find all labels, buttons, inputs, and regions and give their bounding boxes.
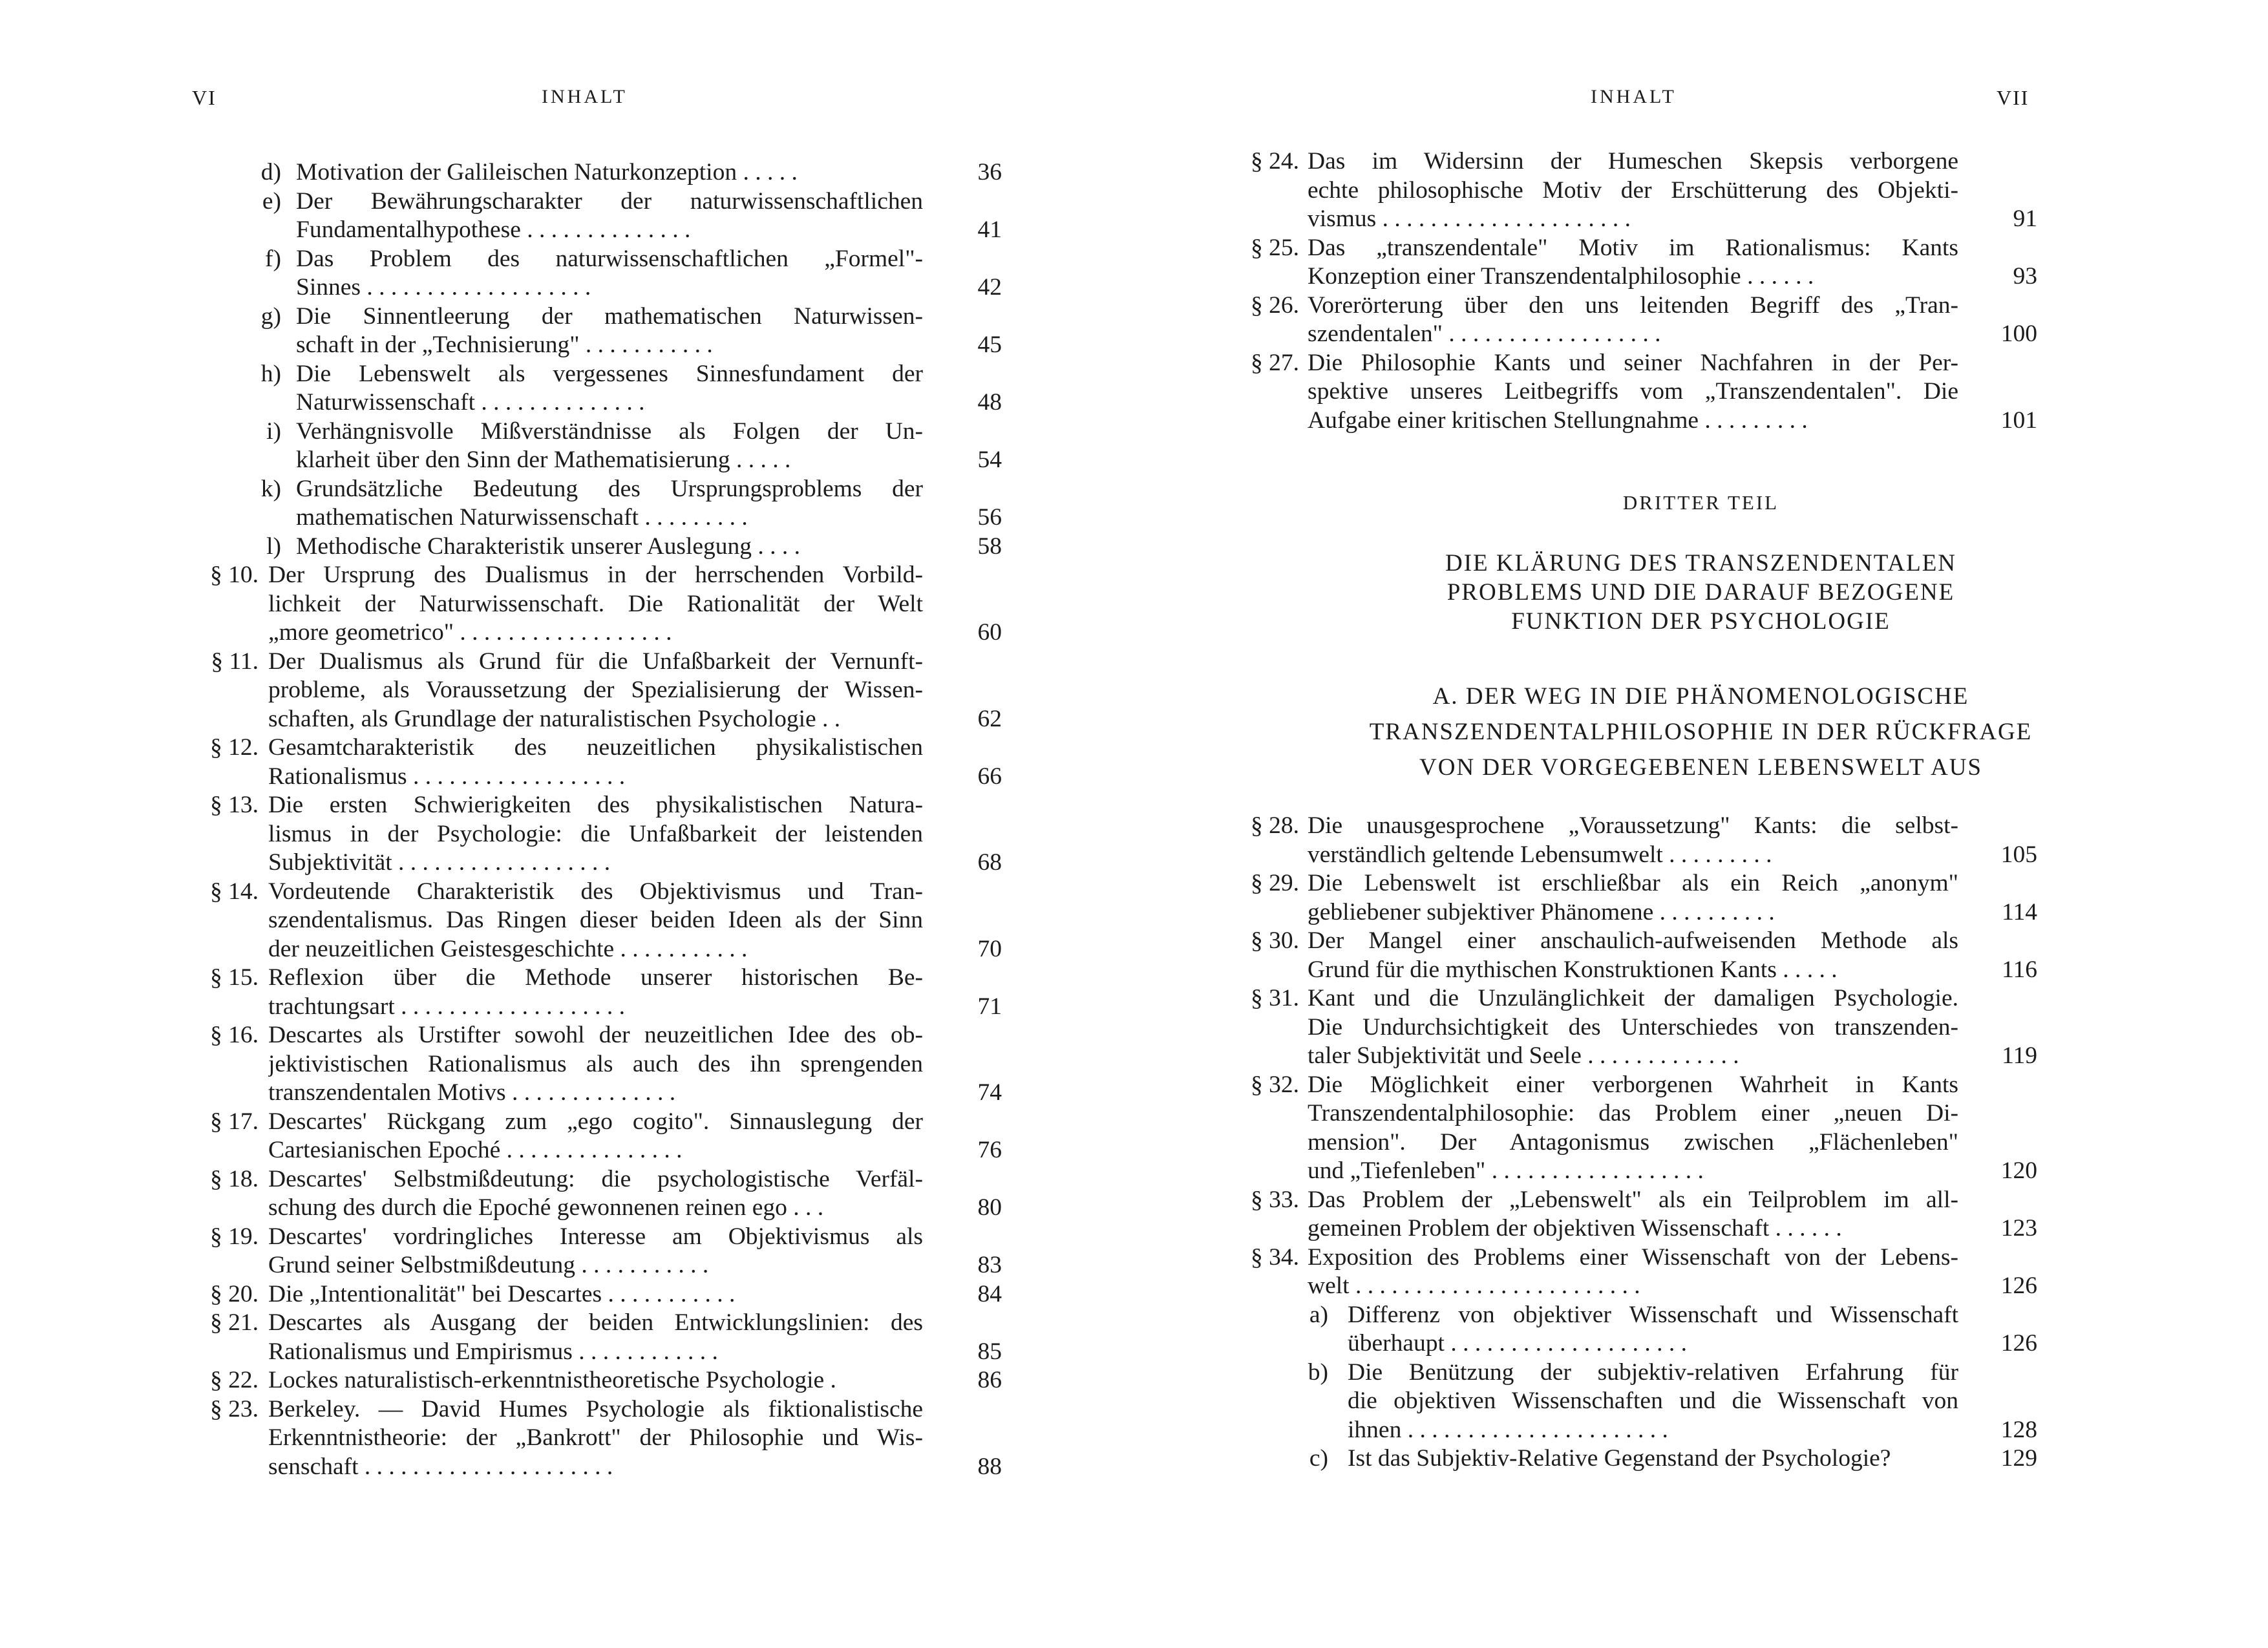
toc-entry-text-line: und „Tiefenleben" . . . . . . . . . . . . . . . . . . — [1308, 1157, 1704, 1184]
toc-entry-text-line: „more geometrico" . . . . . . . . . . . . . . . . . . — [268, 619, 672, 646]
toc-entry-label: § 13. — [210, 792, 259, 818]
toc-entry-text-line: Erkenntnistheorie: der „Bankrott" der Philosophie und Wis- — [268, 1424, 923, 1451]
toc-entry-text-line: Ist das Subjektiv-Relative Gegenstand der Psychologie? — [1348, 1445, 1891, 1472]
toc-entry-text-line: lismus in der Psychologie: die Unfaßbarkeit der leistenden — [268, 820, 923, 847]
toc-page-number: 68 — [977, 849, 1002, 876]
toc-entry-label: l) — [266, 533, 281, 560]
toc-entry-text-line: Descartes' vordringliches Interesse am Objektivismus als — [268, 1223, 923, 1250]
toc-entry-text-line: szendentalen" . . . . . . . . . . . . . . . . . . — [1308, 321, 1661, 347]
toc-entry-text-line: Die ersten Schwierigkeiten des physikalistischen Natura- — [268, 792, 923, 818]
toc-page-number: 123 — [2000, 1215, 2037, 1241]
toc-page-number: 120 — [2000, 1157, 2037, 1184]
folio: VI — [192, 86, 217, 109]
toc-entry-text-line: Motivation der Galileischen Naturkonzeption . . . . . — [296, 159, 798, 185]
toc-entry-text-line: ihnen . . . . . . . . . . . . . . . . . . . . . . — [1348, 1416, 1668, 1443]
toc-page-number: 41 — [977, 217, 1002, 243]
toc-entry-label: § 22. — [210, 1367, 259, 1393]
toc-entry-text-line: transzendentalen Motivs . . . . . . . . . . . . . . — [268, 1079, 676, 1106]
toc-entry-text-line: Die unausgesprochene „Voraussetzung" Kants: die selbst- — [1308, 812, 1958, 839]
toc-entry-text-line: Die Philosophie Kants und seiner Nachfahren in der Per- — [1308, 349, 1958, 376]
toc-entry-text-line: Rationalismus und Empirismus . . . . . . . . . . . . — [268, 1338, 718, 1365]
toc-entry-label: § 34. — [1251, 1243, 1299, 1271]
toc-entry-text-line: Berkeley. — David Humes Psychologie als fiktionalistische — [268, 1395, 923, 1422]
toc-entry-text-line: Die Sinnentleerung der mathematischen Naturwissen- — [296, 302, 923, 330]
toc-page-number: 114 — [2002, 898, 2037, 925]
toc-page-number: 128 — [2000, 1416, 2037, 1443]
toc-entry-text-line: schaften, als Grundlage der naturalistischen Psychologie . . — [268, 705, 841, 732]
toc-entry-text-line: lichkeit der Naturwissenschaft. Die Rationalität der Welt — [268, 590, 923, 617]
title-line: PROBLEMS UND DIE DARAUF BEZOGENE — [1447, 579, 1955, 606]
toc-entry-text-line: Reflexion über die Methode unserer historischen Be- — [268, 964, 923, 991]
toc-page-number: 91 — [2013, 206, 2037, 232]
toc-entry-text-line: die objektiven Wissenschaften und die Wissenschaft von — [1348, 1388, 1958, 1414]
toc-entry-label: § 31. — [1251, 985, 1299, 1011]
toc-entry-text-line: Verhängnisvolle Mißverständnisse als Folgen der Un- — [296, 417, 923, 445]
toc-entry-label: § 32. — [1251, 1071, 1299, 1098]
toc-entry-text-line: Exposition des Problems einer Wissenschaft von der Lebens- — [1308, 1243, 1958, 1271]
toc-page-number: 76 — [977, 1137, 1002, 1163]
toc-entry-label: § 18. — [210, 1165, 259, 1192]
toc-entry-text-line: Der Bewährungscharakter der naturwissenschaftlichen — [296, 187, 923, 215]
running-head: INHALT — [542, 86, 628, 107]
toc-page-number: 101 — [2000, 407, 2037, 434]
title-line: DIE KLÄRUNG DES TRANSZENDENTALEN — [1445, 550, 1957, 576]
toc-page-number: 66 — [977, 763, 1002, 790]
toc-page-number: 45 — [977, 332, 1002, 358]
toc-entry-text-line: mension". Der Antagonismus zwischen „Flächenleben" — [1308, 1128, 1958, 1156]
toc-entry-label: § 21. — [210, 1309, 259, 1336]
toc-entry-text-line: Aufgabe einer kritischen Stellungnahme . . . . . . . . . — [1308, 407, 1808, 434]
toc-page-number: 85 — [977, 1338, 1002, 1365]
toc-entry-text-line: senschaft . . . . . . . . . . . . . . . . . . . . . — [268, 1453, 613, 1480]
toc-page-number: 56 — [977, 504, 1002, 531]
toc-entry-text-line: Fundamentalhypothese . . . . . . . . . . . . . . — [296, 217, 691, 243]
title-line: VON DER VORGEGEBENEN LEBENSWELT AUS — [1419, 754, 1982, 781]
toc-page-number: 129 — [2000, 1445, 2037, 1472]
toc-entry-text-line: welt . . . . . . . . . . . . . . . . . . . . . . . . — [1308, 1273, 1640, 1299]
toc-page-number: 119 — [2002, 1042, 2037, 1069]
toc-entry-label: § 16. — [210, 1022, 259, 1048]
toc-entry-label: § 25. — [1251, 234, 1299, 261]
toc-page-number: 71 — [977, 993, 1002, 1020]
toc-entry-text-line: Grundsätzliche Bedeutung des Ursprungsproblems der — [296, 475, 923, 502]
toc-entry-text-line: Grund für die mythischen Konstruktionen Kants . . . . . — [1308, 956, 1838, 983]
toc-entry-label: d) — [260, 159, 281, 185]
title-line: A. DER WEG IN DIE PHÄNOMENOLOGISCHE — [1432, 683, 1969, 710]
toc-entry-label: § 28. — [1251, 812, 1299, 839]
toc-page-number: 54 — [977, 447, 1002, 473]
toc-entry-text-line: Vordeutende Charakteristik des Objektivismus und Tran- — [268, 878, 923, 905]
part-label: DRITTER TEIL — [1622, 491, 1779, 514]
toc-entry-text-line: vismus . . . . . . . . . . . . . . . . . . . . . — [1308, 206, 1631, 232]
toc-entry-text-line: Der Dualismus als Grund für die Unfaßbarkeit der Vernunft- — [268, 648, 923, 675]
toc-entry-text-line: Die „Intentionalität" bei Descartes . . . . . . . . . . . — [268, 1280, 736, 1307]
toc-entry-label: § 15. — [210, 964, 259, 991]
toc-entry-label: e) — [262, 187, 281, 215]
toc-page-number: 74 — [977, 1079, 1002, 1106]
toc-page-number: 86 — [977, 1367, 1002, 1393]
toc-entry-text-line: Gesamtcharakteristik des neuzeitlichen physikalistischen — [268, 734, 923, 761]
toc-page-number: 80 — [977, 1194, 1002, 1221]
toc-page-number: 93 — [2013, 263, 2037, 290]
toc-entry-text-line: schaft in der „Technisierung" . . . . . . . . . . . — [296, 332, 713, 358]
toc-entry-text-line: szendentalismus. Das Ringen dieser beiden Ideen als der Sinn — [268, 907, 923, 933]
toc-entry-text-line: Naturwissenschaft . . . . . . . . . . . . . . — [296, 389, 645, 416]
toc-entry-text-line: Methodische Charakteristik unserer Auslegung . . . . — [296, 533, 801, 560]
toc-page-number: 42 — [977, 274, 1002, 301]
toc-entry-text-line: Der Mangel einer anschaulich-aufweisenden Methode als — [1308, 927, 1958, 954]
toc-entry-text-line: Die Undurchsichtigkeit des Unterschiedes von transzenden- — [1308, 1013, 1958, 1041]
toc-page-number: 105 — [2000, 841, 2037, 868]
toc-entry-text-line: Descartes als Urstifter sowohl der neuzeitlichen Idee des ob- — [268, 1022, 923, 1048]
toc-page-number: 84 — [977, 1280, 1002, 1307]
toc-entry-text-line: klarheit über den Sinn der Mathematisierung . . . . . — [296, 447, 791, 473]
toc-entry-text-line: Descartes' Rückgang zum „ego cogito". Sinnauslegung der — [268, 1108, 923, 1135]
toc-entry-text-line: Differenz von objektiver Wissenschaft und Wissenschaft — [1348, 1301, 1958, 1328]
toc-entry-text-line: Descartes als Ausgang der beiden Entwicklungslinien: des — [268, 1309, 923, 1336]
toc-entry-text-line: Das im Widersinn der Humeschen Skepsis verborgene — [1308, 148, 1958, 174]
toc-entry-label: h) — [260, 360, 281, 387]
toc-entry-text-line: verständlich geltende Lebensumwelt . . . . . . . . . — [1308, 841, 1772, 868]
toc-entry-label: g) — [260, 302, 281, 330]
toc-entry-text-line: Die Benützung der subjektiv-relativen Erfahrung für — [1348, 1358, 1958, 1386]
toc-entry-label: § 14. — [210, 878, 259, 905]
toc-entry-text-line: Das Problem der „Lebenswelt" als ein Teilproblem im all- — [1308, 1186, 1958, 1213]
toc-entry-text-line: taler Subjektivität und Seele . . . . . . . . . . . . . — [1308, 1042, 1739, 1069]
toc-entry-label: § 10. — [210, 562, 259, 588]
toc-entry-text-line: spektive unseres Leitbegriffs vom „Transzendentalen". Die — [1308, 378, 1958, 405]
toc-entry-text-line: Transzendentalphilosophie: das Problem einer „neuen Di- — [1308, 1100, 1958, 1126]
toc-entry-label: § 26. — [1251, 291, 1299, 319]
toc-entry-text-line: Sinnes . . . . . . . . . . . . . . . . . . . — [296, 274, 591, 301]
toc-entry-text-line: Konzeption einer Transzendentalphilosophie . . . . . . — [1308, 263, 1814, 290]
toc-entry-text-line: gebliebener subjektiver Phänomene . . . . . . . . . . — [1308, 898, 1775, 925]
toc-entry-text-line: schung des durch die Epoché gewonnenen reinen ego . . . — [268, 1194, 824, 1221]
toc-entry-text-line: Das „transzendentale" Motiv im Rationalismus: Kants — [1308, 234, 1958, 261]
right-page — [1134, 0, 2268, 1648]
toc-entry-text-line: Subjektivität . . . . . . . . . . . . . . . . . . — [268, 849, 611, 876]
toc-page-number: 100 — [2000, 321, 2037, 347]
toc-entry-label: c) — [1309, 1445, 1328, 1472]
toc-entry-label: § 23. — [210, 1395, 259, 1422]
toc-entry-label: § 12. — [210, 734, 259, 761]
toc-entry-text-line: Die Möglichkeit einer verborgenen Wahrheit in Kants — [1308, 1071, 1958, 1098]
title-line: TRANSZENDENTALPHILOSOPHIE IN DER RÜCKFRAGE — [1369, 719, 2033, 745]
title-line: FUNKTION DER PSYCHOLOGIE — [1511, 608, 1891, 635]
toc-entry-text-line: Lockes naturalistisch-erkenntnistheoretische Psychologie . — [268, 1367, 836, 1393]
toc-page-number: 88 — [977, 1453, 1002, 1480]
toc-page-number: 116 — [2002, 956, 2037, 983]
toc-entry-text-line: jektivistischen Rationalismus als auch des ihn sprengenden — [268, 1050, 923, 1077]
toc-page-number: 126 — [2000, 1273, 2037, 1299]
toc-entry-label: k) — [260, 475, 281, 502]
toc-entry-label: § 19. — [210, 1223, 259, 1250]
toc-entry-label: § 27. — [1251, 349, 1299, 376]
toc-entry-text-line: Rationalismus . . . . . . . . . . . . . . . . . . — [268, 763, 626, 790]
toc-page-number: 70 — [977, 935, 1002, 962]
toc-entry-text-line: Kant und die Unzulänglichkeit der damaligen Psychologie. — [1308, 985, 1958, 1011]
toc-entry-text-line: Der Ursprung des Dualismus in der herrschenden Vorbild- — [268, 562, 923, 588]
toc-entry-text-line: Vorerörterung über den uns leitenden Begriff des „Tran- — [1308, 291, 1958, 319]
toc-page-number: 58 — [977, 533, 1002, 560]
toc-entry-label: § 11. — [211, 648, 259, 675]
toc-page-number: 36 — [977, 159, 1002, 185]
toc-entry-text-line: Descartes' Selbstmißdeutung: die psychologistische Verfäl- — [268, 1165, 923, 1192]
toc-entry-label: § 33. — [1251, 1186, 1299, 1213]
toc-entry-label: b) — [1308, 1358, 1328, 1386]
toc-entry-text-line: echte philosophische Motiv der Erschütterung des Objekti- — [1308, 176, 1958, 204]
toc-entry-label: § 30. — [1251, 927, 1299, 954]
toc-page-number: 83 — [977, 1252, 1002, 1278]
toc-entry-text-line: probleme, als Voraussetzung der Spezialisierung der Wissen- — [268, 677, 923, 703]
toc-entry-text-line: der neuzeitlichen Geistesgeschichte . . . . . . . . . . . — [268, 935, 748, 962]
toc-entry-label: i) — [266, 417, 281, 445]
toc-page-number: 126 — [2000, 1330, 2037, 1357]
toc-entry-label: § 20. — [210, 1280, 259, 1307]
toc-entry-label: § 29. — [1251, 870, 1299, 896]
toc-entry-label: § 17. — [210, 1108, 259, 1135]
toc-entry-text-line: Cartesianischen Epoché . . . . . . . . . . . . . . . — [268, 1137, 683, 1163]
folio: VII — [1997, 86, 2030, 109]
toc-page-number: 60 — [977, 619, 1002, 646]
toc-entry-text-line: Das Problem des naturwissenschaftlichen „Formel"- — [296, 245, 923, 272]
toc-entry-text-line: gemeinen Problem der objektiven Wissenschaft . . . . . . — [1308, 1215, 1842, 1241]
toc-page-number: 48 — [977, 389, 1002, 416]
toc-page-number: 62 — [977, 705, 1002, 732]
toc-entry-label: a) — [1309, 1301, 1328, 1328]
toc-entry-text-line: überhaupt . . . . . . . . . . . . . . . . . . . . — [1348, 1330, 1687, 1357]
toc-entry-label: § 24. — [1251, 148, 1299, 174]
toc-entry-text-line: trachtungsart . . . . . . . . . . . . . . . . . . . — [268, 993, 626, 1020]
running-head: INHALT — [1591, 86, 1677, 107]
toc-entry-text-line: Grund seiner Selbstmißdeutung . . . . . . . . . . . — [268, 1252, 709, 1278]
toc-entry-text-line: mathematischen Naturwissenschaft . . . . . . . . . — [296, 504, 748, 531]
toc-entry-label: f) — [265, 245, 281, 272]
toc-entry-text-line: Die Lebenswelt ist erschließbar als ein Reich „anonym" — [1308, 870, 1958, 896]
toc-entry-text-line: Die Lebenswelt als vergessenes Sinnesfundament der — [296, 360, 923, 387]
